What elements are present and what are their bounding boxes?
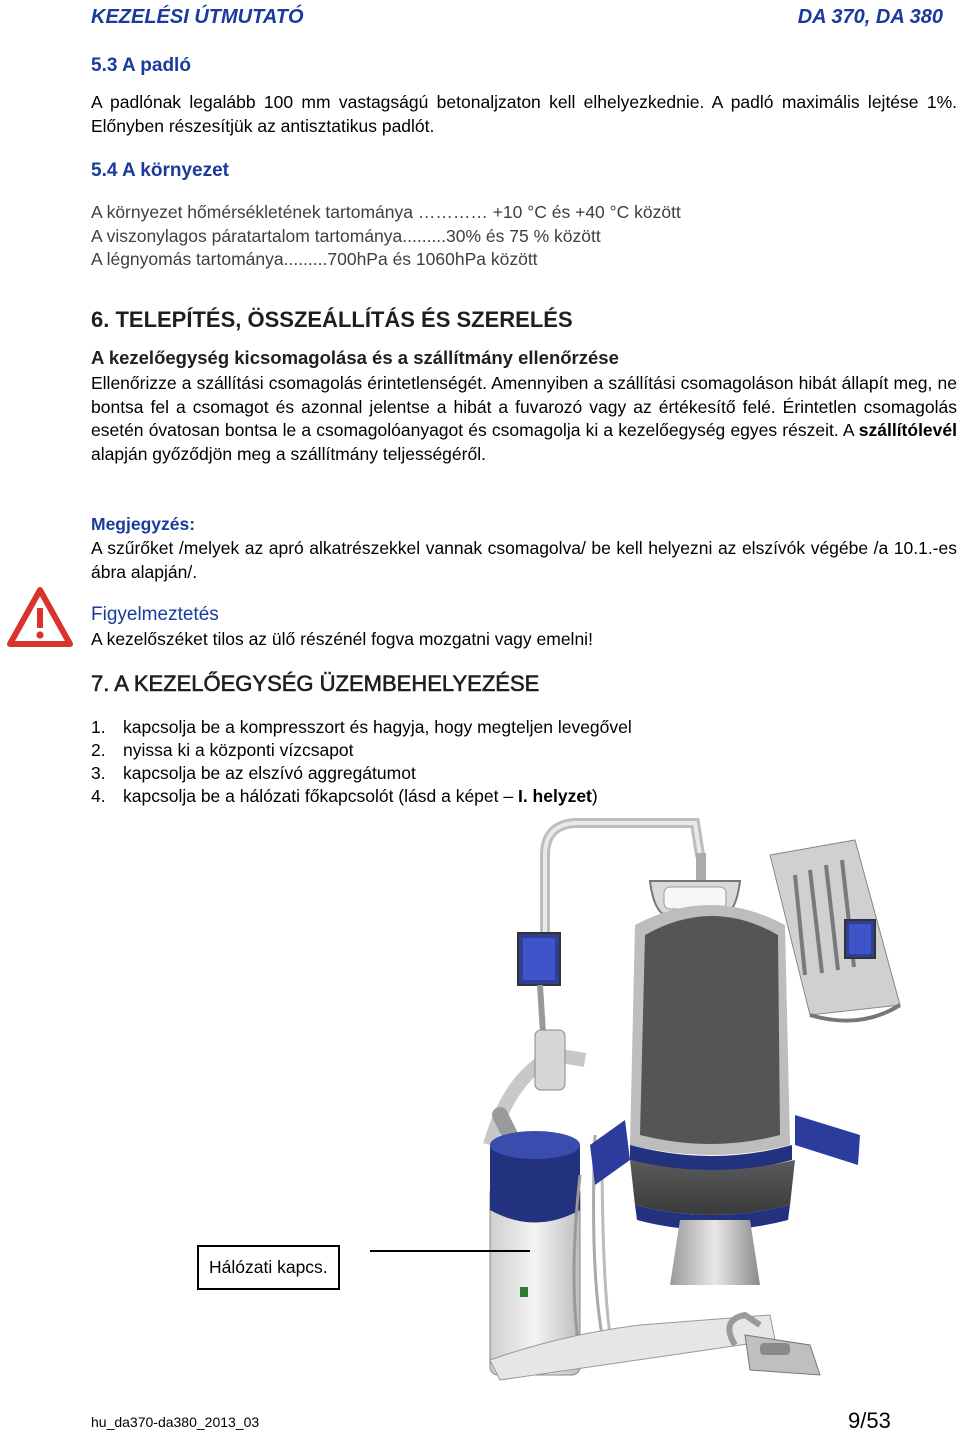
unpacking-text-end: alapján győződjön meg a szállítmány teljességéről.: [91, 443, 486, 464]
env-temperature-row: [91, 202, 681, 223]
env-pressure-value: 700hPa és 1060hPa között: [327, 249, 538, 269]
delivery-note-term: szállítólevél: [858, 420, 957, 440]
env-temperature-value: +10 °C és +40 °C között: [492, 202, 681, 222]
floor-paragraph: A padlónak legalább 100 mm vastagságú betonaljzaton kell elhelyezkednie. A padló maximális lejtése 1%. Előnyben részesítjük az antisztatikus padlót.: [91, 92, 957, 136]
section-title-environment: 5.4 A környezet: [91, 160, 229, 181]
note-title: Megjegyzés:: [91, 514, 196, 534]
warning-triangle-icon: [6, 586, 74, 648]
doc-header-title: KEZELÉSI ÚTMUTATÓ: [91, 6, 304, 28]
dental-unit-illustration: [340, 815, 960, 1405]
env-humidity-value: 30% és 75 % között: [446, 226, 601, 246]
list-item: 1. kapcsolja be a kompresszort és hagyja, hogy megteljen levegővel: [91, 717, 632, 737]
note-paragraph: A szűrőket /melyek az apró alkatrészekkel vannak csomagolva/ be kell helyezni az elszívók végébe /a 10.1.-es ábra alapján/.: [91, 538, 957, 582]
section-title-floor: 5.3 A padló: [91, 55, 191, 76]
chapter-title-commissioning: 7. A KEZELŐEGYSÉG ÜZEMBEHELYEZÉSE: [91, 671, 540, 696]
unpacking-subtitle: A kezelőegység kicsomagolása és a szállítmány ellenőrzése: [91, 347, 619, 368]
unpacking-paragraph: [91, 372, 957, 466]
footer-doc-code: hu_da370-da380_2013_03: [91, 1414, 260, 1430]
commissioning-steps: [91, 716, 632, 808]
list-item: 2. nyissa ki a központi vízcsapot: [91, 740, 354, 760]
list-item: 3. kapcsolja be az elszívó aggregátumot: [91, 763, 416, 783]
list-item: 4. kapcsolja be a hálózati főkapcsolót (lásd a képet – I. helyzet): [91, 786, 598, 806]
env-pressure-row: [91, 249, 538, 270]
env-humidity-row: [91, 226, 601, 247]
chapter-title-installation: 6. TELEPÍTÉS, ÖSSZEÁLLÍTÁS ÉS SZERELÉS: [91, 307, 573, 332]
warning-text: A kezelőszéket tilos az ülő részénél fogva mozgatni vagy emelni!: [91, 629, 593, 649]
doc-header-model: DA 370, DA 380: [797, 6, 943, 28]
page-number: 9/53: [848, 1408, 891, 1433]
warning-title: Figyelmeztetés: [91, 604, 219, 625]
env-humidity-label: A viszonylagos páratartalom tartománya.........: [91, 226, 447, 246]
main-switch-callout: Hálózati kapcs.: [197, 1245, 340, 1290]
callout-connector: [370, 1250, 530, 1252]
position-i-term: I. helyzet: [517, 786, 592, 806]
unpacking-text: Ellenőrizze a szállítási csomagolás érintetlenségét. Amennyiben a szállítási csomagoláson hibát állapít meg, ne bontsa fel a csomagot és azonnal jelentse a hibát a fuvarozó vagy az értékesítő felé. Érintetlen csomagolás esetén óvatosan bontsa le a csomagolóanyagot és csomagolja ki a kezelőegység egyes részeit. A: [91, 373, 957, 440]
env-pressure-label: A légnyomás tartománya.........: [91, 249, 328, 269]
env-temperature-label: A környezet hőmérsékletének tartománya …………: [91, 202, 493, 222]
